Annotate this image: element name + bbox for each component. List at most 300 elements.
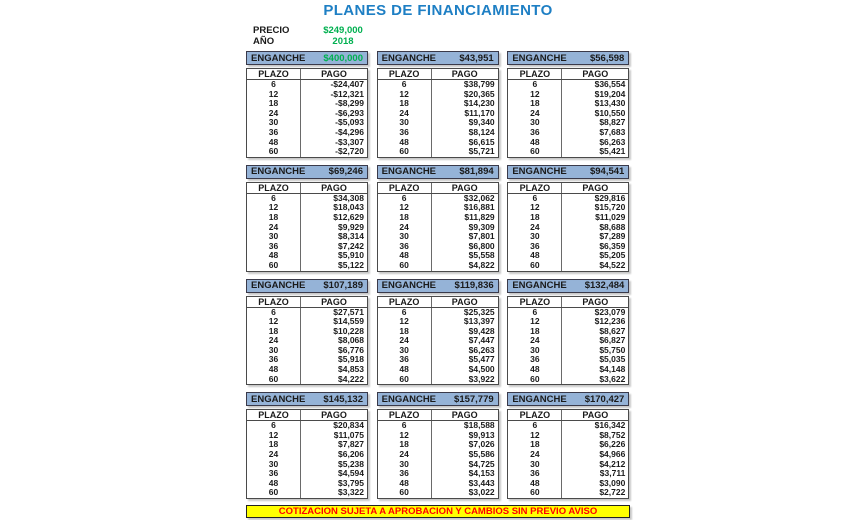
plazo-cell: 18 [508, 440, 562, 450]
pago-cell: $5,558 [468, 250, 495, 261]
plan-table [507, 182, 629, 272]
plazo-cell: 24 [508, 450, 562, 460]
plan-table-header [378, 297, 498, 308]
plan-table [246, 296, 368, 386]
plazo-cell: 24 [378, 450, 432, 460]
plan-card [246, 392, 368, 499]
plazo-header-cell: PLAZO [508, 297, 562, 307]
enganche-header [377, 279, 499, 293]
pago-cell: $4,222 [338, 373, 364, 384]
enganche-amount: $170,427 [584, 393, 625, 405]
pago-cell: $4,522 [599, 259, 626, 270]
plan-table [377, 68, 499, 158]
plazo-cell: 18 [247, 440, 301, 450]
enganche-label: ENGANCHE [251, 280, 306, 291]
pago-cell: $3,922 [468, 373, 495, 384]
plazo-cell: 24 [508, 223, 562, 233]
pago-cell: $6,776 [338, 344, 364, 355]
plazo-cell: 18 [508, 327, 562, 337]
financing-sheet [246, 0, 630, 518]
enganche-label: ENGANCHE [251, 393, 306, 405]
plazo-cell: 12 [247, 90, 301, 100]
plan-table [377, 182, 499, 272]
plan-card [377, 279, 499, 386]
pago-cell: $5,477 [468, 354, 495, 365]
enganche-label: ENGANCHE [381, 52, 437, 64]
enganche-label: ENGANCHE [251, 166, 306, 178]
plan-table [507, 296, 629, 386]
plazo-cell: 48 [378, 251, 432, 261]
plan-table [377, 296, 499, 386]
pago-cell: $7,289 [599, 231, 626, 242]
plazo-cell: 60 [247, 488, 301, 498]
pago-cell: $14,230 [463, 98, 495, 109]
plazo-cell: 18 [508, 99, 562, 109]
pago-cell: $6,359 [599, 240, 626, 251]
plazo-cell: 18 [247, 327, 301, 337]
plazo-cell: 12 [508, 90, 562, 100]
pago-cell: $6,827 [599, 335, 626, 346]
pago-cell: $8,752 [599, 429, 626, 440]
pago-cell: -$2,720 [335, 146, 364, 157]
enganche-header [507, 51, 629, 65]
plazo-cell: 6 [378, 421, 432, 431]
plan-row [378, 147, 498, 157]
plazo-cell: 60 [247, 147, 301, 157]
enganche-header [507, 279, 629, 293]
precio-value: $249,000 [323, 25, 363, 36]
pago-cell: $3,322 [338, 487, 364, 498]
plazo-cell: 6 [378, 194, 432, 204]
enganche-label: ENGANCHE [251, 52, 306, 64]
plazo-cell: 48 [508, 479, 562, 489]
pago-cell: -$3,307 [335, 136, 364, 147]
plan-card [377, 165, 499, 272]
plazo-cell: 12 [508, 317, 562, 327]
enganche-amount: $119,836 [454, 280, 494, 291]
pago-cell: -$4,296 [335, 126, 364, 137]
pago-cell: $5,205 [599, 250, 626, 261]
plazo-cell: 24 [508, 109, 562, 119]
plazo-cell: 48 [508, 138, 562, 148]
enganche-label: ENGANCHE [512, 393, 567, 405]
pago-cell: $9,309 [468, 221, 495, 232]
plan-row [378, 375, 498, 385]
pago-cell: $6,263 [599, 136, 626, 147]
plazo-header-cell: PLAZO [378, 69, 432, 79]
pago-header-cell: PAGO [582, 69, 609, 79]
plazo-header-cell: PLAZO [378, 297, 432, 307]
pago-cell: $29,816 [594, 192, 626, 203]
plan-card [246, 165, 368, 272]
pago-cell: $4,212 [599, 458, 626, 469]
pago-cell: $32,062 [463, 192, 495, 203]
pago-cell: $15,720 [594, 202, 626, 213]
pago-header-cell: PAGO [321, 410, 347, 421]
plan-row [508, 488, 628, 498]
plan-card [507, 279, 629, 386]
pago-cell: $6,263 [468, 344, 495, 355]
plazo-cell: 30 [247, 232, 301, 242]
enganche-header [377, 51, 499, 65]
pago-cell: $3,622 [599, 373, 626, 384]
enganche-amount: $43,951 [459, 52, 494, 64]
plazo-cell: 24 [247, 336, 301, 346]
enganche-label: ENGANCHE [512, 52, 567, 64]
plazo-cell: 36 [378, 128, 432, 138]
plazo-cell: 60 [508, 488, 562, 498]
disclaimer-banner: COTIZACION SUJETA A APROBACION Y CAMBIOS SIN PREVIO AVISO [246, 505, 630, 518]
plazo-header-cell: PLAZO [508, 69, 562, 79]
pago-cell: -$12,321 [330, 88, 364, 99]
enganche-header [377, 392, 499, 406]
pago-cell: $6,206 [338, 449, 364, 460]
plazo-header-cell: PLAZO [378, 183, 432, 193]
pago-cell: $34,308 [333, 192, 364, 203]
plazo-cell: 12 [378, 431, 432, 441]
plazo-header-cell: PLAZO [508, 183, 562, 193]
plan-table [246, 182, 368, 272]
plazo-cell: 6 [508, 80, 562, 90]
enganche-header [507, 392, 629, 406]
pago-cell: $4,822 [468, 259, 495, 270]
pago-cell: $3,022 [468, 487, 495, 498]
anio-label: AÑO [253, 36, 275, 47]
pago-cell: $8,627 [599, 325, 626, 336]
pago-cell: $5,721 [468, 146, 495, 157]
pago-cell: $20,365 [463, 88, 495, 99]
plazo-cell: 36 [247, 469, 301, 479]
pago-cell: $25,325 [463, 306, 495, 317]
pago-cell: $2,722 [599, 487, 626, 498]
plazo-cell: 18 [378, 213, 432, 223]
pago-cell: $9,428 [468, 325, 495, 336]
plazo-cell: 6 [508, 421, 562, 431]
pago-cell: $10,228 [333, 325, 364, 336]
plazo-cell: 12 [247, 203, 301, 213]
plazo-cell: 18 [378, 440, 432, 450]
plazo-cell: 24 [378, 223, 432, 233]
plazo-cell: 36 [378, 355, 432, 365]
pago-cell: $8,688 [599, 221, 626, 232]
pago-cell: $4,148 [599, 364, 626, 375]
pago-header-cell: PAGO [582, 410, 609, 421]
pago-cell: $36,554 [594, 79, 626, 89]
pago-cell: $5,238 [338, 458, 364, 469]
pago-cell: $4,725 [468, 458, 495, 469]
plan-table [246, 68, 368, 158]
pago-cell: $11,170 [464, 107, 495, 118]
enganche-amount: $94,541 [589, 166, 625, 178]
pago-cell: -$5,093 [335, 117, 364, 128]
plazo-header-cell: PLAZO [247, 410, 301, 420]
plazo-cell: 60 [378, 261, 432, 271]
plazo-cell: 6 [247, 80, 301, 90]
pago-cell: $19,204 [594, 88, 626, 99]
plazo-cell: 12 [508, 203, 562, 213]
plan-row [378, 261, 498, 271]
plan-row [247, 375, 367, 385]
plazo-cell: 48 [508, 251, 562, 261]
pago-cell: $5,918 [338, 354, 364, 365]
plazo-cell: 30 [508, 460, 562, 470]
pago-cell: -$24,407 [330, 79, 364, 89]
plan-card [246, 279, 368, 386]
pago-cell: $6,615 [468, 136, 495, 147]
pago-cell: $7,026 [468, 439, 495, 450]
plazo-cell: 24 [247, 450, 301, 460]
precio-row [253, 25, 630, 36]
pago-cell: $8,068 [338, 335, 364, 346]
enganche-header [246, 165, 368, 179]
pago-cell: $5,122 [338, 259, 364, 270]
plazo-cell: 60 [247, 261, 301, 271]
plazo-cell: 36 [508, 355, 562, 365]
plazo-cell: 60 [508, 147, 562, 157]
plazo-cell: 24 [378, 109, 432, 119]
plazo-cell: 36 [247, 128, 301, 138]
pago-cell: $27,571 [333, 306, 364, 317]
plazo-header-cell: PLAZO [247, 69, 301, 79]
plazo-cell: 6 [508, 308, 562, 318]
plazo-cell: 12 [378, 203, 432, 213]
plazo-cell: 48 [247, 365, 301, 375]
plazo-cell: 48 [247, 479, 301, 489]
pago-cell: $20,834 [333, 420, 364, 431]
plazo-cell: 18 [378, 327, 432, 337]
plazo-cell: 18 [378, 99, 432, 109]
pago-cell: $12,236 [594, 316, 626, 327]
pago-cell: $3,443 [468, 477, 495, 488]
pago-cell: $18,588 [463, 420, 495, 431]
enganche-amount: $107,189 [323, 280, 363, 291]
enganche-label: ENGANCHE [512, 166, 567, 178]
enganche-label: ENGANCHE [381, 393, 437, 405]
enganche-header [507, 165, 629, 179]
plazo-cell: 6 [247, 194, 301, 204]
pago-cell: $4,500 [468, 364, 495, 375]
enganche-amount: $81,894 [459, 166, 494, 178]
pago-cell: $6,226 [599, 439, 626, 450]
pago-cell: $9,340 [468, 117, 495, 128]
plazo-cell: 30 [508, 118, 562, 128]
pago-cell: $13,430 [594, 98, 626, 109]
price-year-block [253, 25, 630, 47]
plazo-cell: 6 [378, 308, 432, 318]
pago-cell: $4,966 [599, 449, 626, 460]
pago-cell: $5,586 [468, 449, 495, 460]
enganche-amount: $56,598 [589, 52, 625, 64]
plazo-cell: 60 [378, 147, 432, 157]
plan-table [246, 409, 368, 499]
plan-row [508, 147, 628, 157]
pago-cell: $5,750 [599, 344, 626, 355]
enganche-amount: $400,000 [323, 52, 363, 64]
plazo-cell: 60 [247, 375, 301, 385]
plans-grid [246, 51, 630, 499]
pago-cell: $5,035 [599, 354, 626, 365]
plan-table [507, 68, 629, 158]
pago-cell: $4,853 [338, 364, 364, 375]
pago-cell: $16,342 [594, 420, 626, 431]
pago-cell: $3,711 [599, 468, 626, 479]
plazo-cell: 60 [378, 375, 432, 385]
precio-label: PRECIO [253, 25, 290, 36]
plazo-cell: 18 [247, 213, 301, 223]
plazo-cell: 24 [247, 109, 301, 119]
pago-header-cell: PAGO [321, 69, 347, 79]
plazo-cell: 6 [247, 308, 301, 318]
plan-card [377, 392, 499, 499]
plazo-cell: 60 [378, 488, 432, 498]
plan-table-header [508, 297, 628, 308]
plazo-cell: 18 [508, 213, 562, 223]
plan-row [247, 147, 367, 157]
plazo-cell: 12 [247, 317, 301, 327]
plazo-cell: 12 [378, 317, 432, 327]
plazo-cell: 30 [247, 460, 301, 470]
enganche-amount: $145,132 [323, 393, 363, 405]
plan-card [507, 165, 629, 272]
pago-header-cell: PAGO [451, 410, 478, 421]
plazo-cell: 60 [508, 375, 562, 385]
plazo-cell: 36 [508, 128, 562, 138]
pago-cell: -$8,299 [335, 98, 364, 109]
pago-cell: $13,397 [463, 316, 495, 327]
pago-cell: $11,075 [333, 429, 364, 440]
plazo-cell: 6 [378, 80, 432, 90]
plazo-cell: 48 [378, 479, 432, 489]
pago-cell: $12,629 [333, 211, 364, 222]
plazo-header-cell: PLAZO [247, 183, 301, 193]
enganche-amount: $132,484 [584, 280, 625, 291]
pago-cell: $7,242 [338, 240, 364, 251]
plazo-cell: 30 [508, 346, 562, 356]
enganche-label: ENGANCHE [381, 166, 437, 178]
pago-cell: $9,929 [338, 221, 364, 232]
plazo-header-cell: PLAZO [378, 410, 432, 420]
pago-cell: $11,829 [464, 211, 495, 222]
plazo-cell: 30 [247, 346, 301, 356]
plazo-cell: 48 [378, 138, 432, 148]
pago-cell: $6,800 [468, 240, 495, 251]
pago-cell: $7,801 [468, 231, 495, 242]
plazo-cell: 6 [508, 194, 562, 204]
pago-cell: $8,314 [338, 231, 364, 242]
plazo-cell: 30 [247, 118, 301, 128]
pago-cell: $23,079 [594, 306, 626, 317]
plazo-cell: 36 [247, 242, 301, 252]
pago-cell: $3,795 [338, 477, 364, 488]
pago-cell: $3,090 [599, 477, 626, 488]
plazo-cell: 12 [508, 431, 562, 441]
pago-cell: $7,827 [338, 439, 364, 450]
plan-card [246, 51, 368, 158]
plazo-cell: 30 [378, 460, 432, 470]
plan-row [508, 375, 628, 385]
plazo-cell: 36 [508, 242, 562, 252]
pago-cell: $7,683 [599, 126, 626, 137]
pago-cell: $8,124 [468, 126, 495, 137]
plan-table [507, 409, 629, 499]
pago-cell: $4,594 [338, 468, 364, 479]
enganche-label: ENGANCHE [512, 280, 567, 291]
plan-table-header [247, 297, 367, 308]
anio-value: 2018 [332, 36, 354, 47]
plan-card [507, 392, 629, 499]
pago-cell: $7,447 [468, 335, 495, 346]
plazo-cell: 12 [378, 90, 432, 100]
plazo-cell: 30 [378, 346, 432, 356]
pago-cell: $38,799 [463, 79, 495, 89]
plan-card [507, 51, 629, 158]
plazo-cell: 48 [378, 365, 432, 375]
plan-row [378, 488, 498, 498]
plan-row [508, 261, 628, 271]
plazo-cell: 36 [508, 469, 562, 479]
plazo-cell: 36 [247, 355, 301, 365]
pago-cell: $4,153 [468, 468, 495, 479]
plazo-cell: 48 [247, 251, 301, 261]
pago-cell: $16,881 [463, 202, 495, 213]
pago-header-cell: PAGO [582, 296, 609, 307]
pago-cell: $10,550 [594, 107, 626, 118]
plazo-cell: 48 [247, 138, 301, 148]
plazo-cell: 24 [508, 336, 562, 346]
pago-cell: $11,029 [595, 211, 626, 222]
pago-cell: -$6,293 [335, 107, 364, 118]
plazo-cell: 6 [247, 421, 301, 431]
plazo-cell: 24 [378, 336, 432, 346]
pago-cell: $9,913 [468, 429, 495, 440]
pago-header-cell: PAGO [321, 296, 347, 307]
plazo-cell: 18 [247, 99, 301, 109]
enganche-header [246, 51, 368, 65]
plazo-cell: 12 [247, 431, 301, 441]
pago-header-cell: PAGO [451, 296, 478, 307]
plan-card [377, 51, 499, 158]
pago-cell: $14,559 [333, 316, 364, 327]
pago-cell: $5,421 [599, 146, 626, 157]
pago-header-cell: PAGO [321, 182, 347, 193]
page-title: PLANES DE FINANCIAMIENTO [323, 2, 553, 19]
enganche-header [246, 279, 368, 293]
enganche-amount: $157,779 [454, 393, 494, 405]
pago-cell: $18,043 [333, 202, 364, 213]
enganche-header [377, 165, 499, 179]
enganche-amount: $69,246 [328, 166, 363, 178]
plazo-cell: 30 [508, 232, 562, 242]
anio-row [253, 36, 630, 47]
enganche-label: ENGANCHE [381, 280, 437, 291]
pago-header-cell: PAGO [451, 182, 478, 193]
plazo-cell: 36 [378, 469, 432, 479]
plazo-cell: 30 [378, 118, 432, 128]
plazo-cell: 60 [508, 261, 562, 271]
plan-row [247, 488, 367, 498]
plazo-header-cell: PLAZO [508, 410, 562, 420]
pago-header-cell: PAGO [582, 182, 609, 193]
pago-cell: $5,910 [338, 250, 364, 261]
plazo-cell: 30 [378, 232, 432, 242]
plan-table [377, 409, 499, 499]
plazo-cell: 24 [247, 223, 301, 233]
plan-row [247, 261, 367, 271]
pago-cell: $8,827 [599, 117, 626, 128]
plazo-cell: 36 [378, 242, 432, 252]
enganche-header [246, 392, 368, 406]
plazo-cell: 48 [508, 365, 562, 375]
